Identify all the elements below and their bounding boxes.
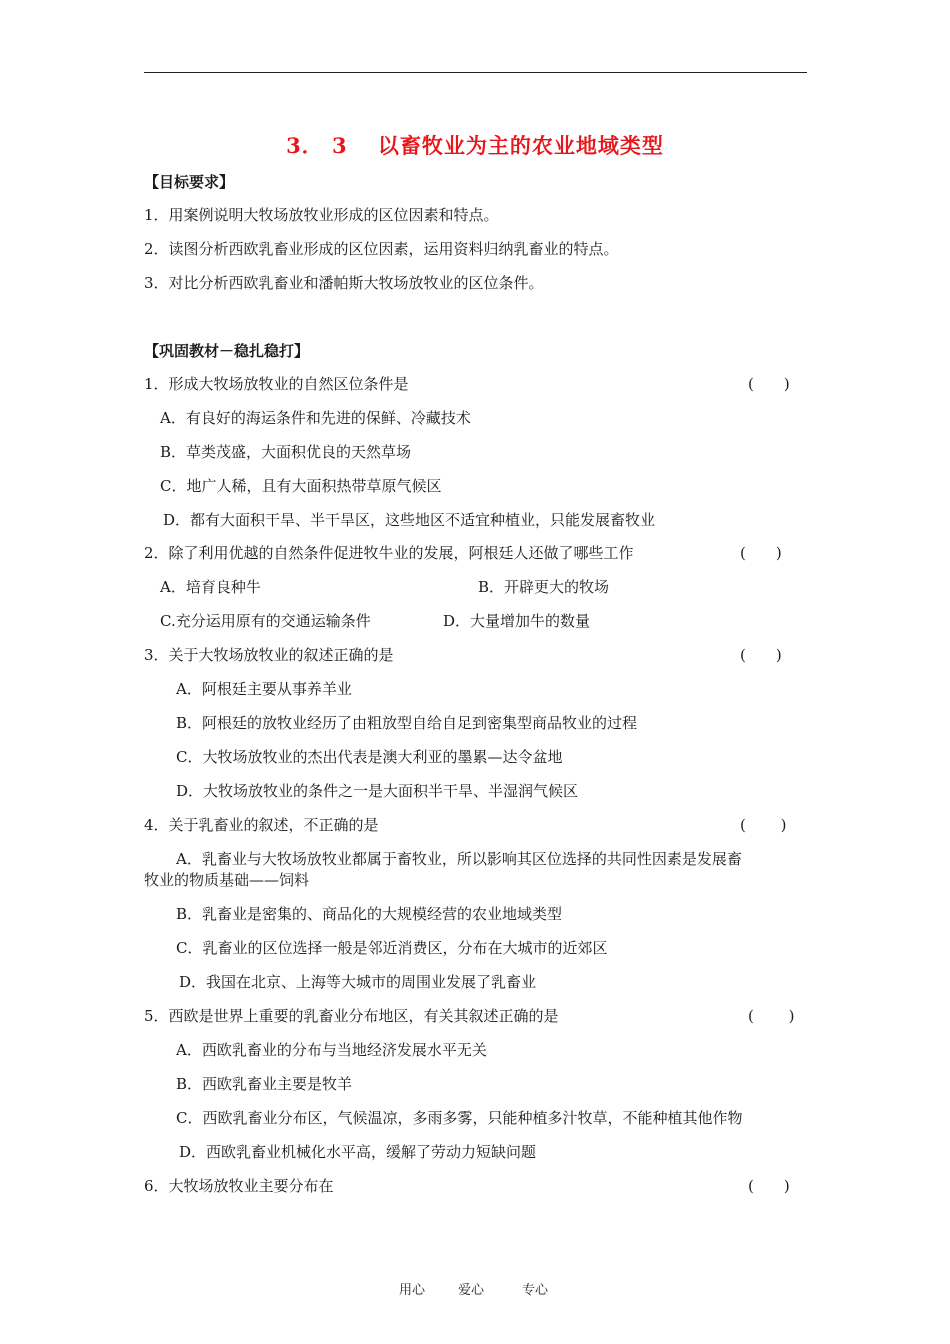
question-4-option-a: A．乳畜业与大牧场放牧业都属于畜牧业，所以影响其区位选择的共同性因素是发展畜 [176, 850, 742, 868]
objective-item-1: 1．用案例说明大牧场放牧业形成的区位因素和特点。 [144, 206, 499, 224]
footer-text-3: 专心 [522, 1283, 549, 1298]
question-3-stem: 3．关于大牧场放牧业的叙述正确的是 [144, 646, 394, 664]
footer-text-1: 用心 [399, 1283, 426, 1298]
question-2-option-d: D．大量增加牛的数量 [443, 612, 591, 630]
question-3-option-d: D．大牧场放牧业的条件之一是大面积半干旱、半湿润气候区 [176, 782, 579, 800]
question-6-answer-blank: ( ) [748, 1177, 790, 1195]
question-3-option-a: A．阿根廷主要从事养羊业 [176, 680, 352, 698]
question-1-answer-blank: ( ) [748, 375, 790, 393]
footer-text-2: 爱心 [458, 1283, 485, 1298]
question-4-stem: 4．关于乳畜业的叙述，不正确的是 [144, 816, 379, 834]
question-2-option-c: C.充分运用原有的交通运输条件 [160, 612, 371, 630]
question-4-option-a-continued: 牧业的物质基础——饲料 [144, 871, 310, 889]
question-5-answer-blank: ( ) [748, 1007, 795, 1025]
question-4-answer-blank: ( ) [740, 816, 787, 834]
question-2-answer-blank: ( ) [740, 544, 782, 562]
question-3-answer-blank: ( ) [740, 646, 782, 664]
question-3-option-c: C．大牧场放牧业的杰出代表是澳大利亚的墨累—达令盆地 [176, 748, 563, 766]
question-5-option-b: B．西欧乳畜业主要是牧羊 [176, 1075, 353, 1093]
question-2-option-b: B．开辟更大的牧场 [478, 578, 610, 596]
objectives-heading: 【目标要求】 [144, 173, 235, 191]
practice-heading: 【巩固教材－稳扎稳打】 [144, 342, 310, 360]
header-rule [144, 72, 807, 73]
page-title: 3． 3 以畜牧业为主的农业地域类型 [286, 133, 664, 158]
question-1-stem: 1．形成大牧场放牧业的自然区位条件是 [144, 375, 409, 393]
question-4-option-b: B．乳畜业是密集的、商品化的大规模经营的农业地域类型 [176, 905, 563, 923]
question-3-option-b: B．阿根廷的放牧业经历了由粗放型自给自足到密集型商品牧业的过程 [176, 714, 638, 732]
question-1-option-c: C．地广人稀，且有大面积热带草原气候区 [160, 477, 442, 495]
question-1-option-a: A．有良好的海运条件和先进的保鲜、冷藏技术 [160, 409, 471, 427]
objective-item-2: 2．读图分析西欧乳畜业形成的区位因素，运用资料归纳乳畜业的特点。 [144, 240, 619, 258]
question-5-option-c: C．西欧乳畜业分布区，气候温凉，多雨多雾，只能种植多汁牧草，不能种植其他作物 [176, 1109, 743, 1127]
question-5-stem: 5．西欧是世界上重要的乳畜业分布地区，有关其叙述正确的是 [144, 1007, 559, 1025]
question-5-option-d: D．西欧乳畜业机械化水平高，缓解了劳动力短缺问题 [179, 1143, 537, 1161]
question-5-option-a: A．西欧乳畜业的分布与当地经济发展水平无关 [176, 1041, 487, 1059]
objective-item-3: 3．对比分析西欧乳畜业和潘帕斯大牧场放牧业的区位条件。 [144, 274, 544, 292]
question-2-stem: 2．除了利用优越的自然条件促进牧牛业的发展，阿根廷人还做了哪些工作 [144, 544, 634, 562]
question-4-option-c: C．乳畜业的区位选择一般是邻近消费区，分布在大城市的近郊区 [176, 939, 608, 957]
question-2-option-a: A．培育良种牛 [160, 578, 261, 596]
question-1-option-b: B．草类茂盛，大面积优良的天然草场 [160, 443, 412, 461]
question-1-option-d: D．都有大面积干旱、半干旱区，这些地区不适宜种植业，只能发展畜牧业 [163, 511, 656, 529]
question-4-option-d: D．我国在北京、上海等大城市的周围业发展了乳畜业 [179, 973, 537, 991]
question-6-stem: 6．大牧场放牧业主要分布在 [144, 1177, 334, 1195]
